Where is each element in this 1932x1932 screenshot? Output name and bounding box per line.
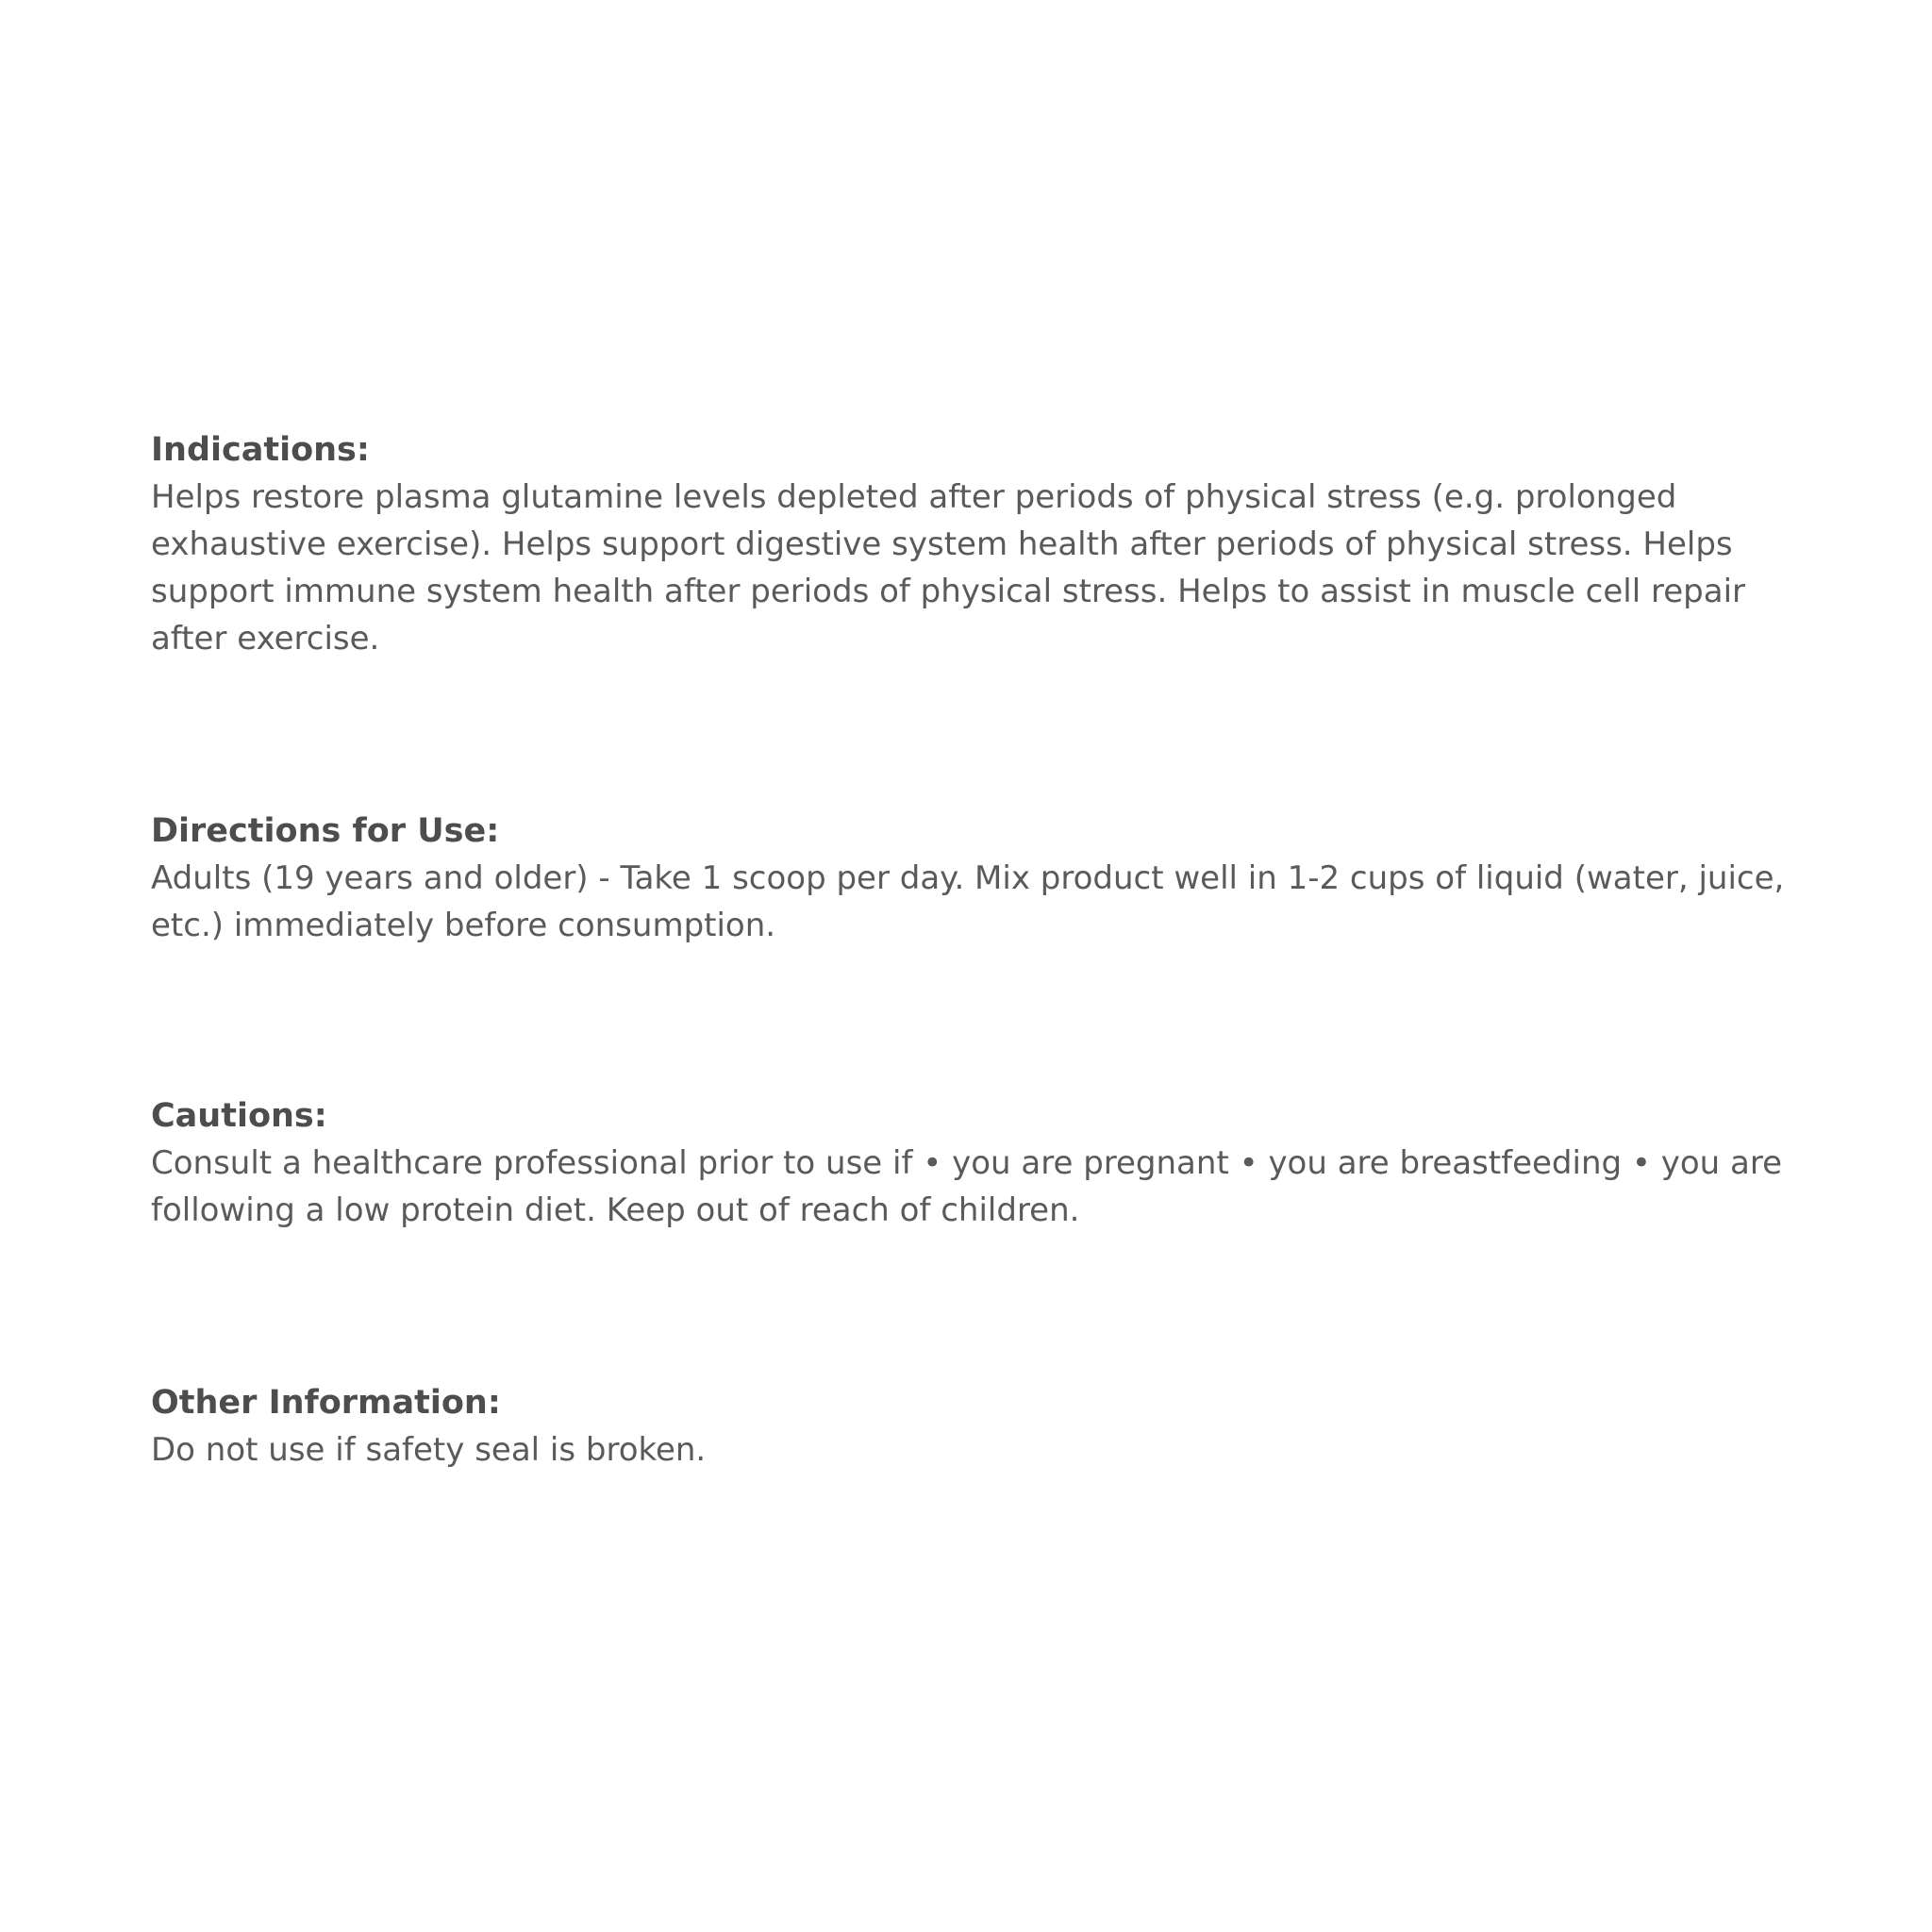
cautions-text: Consult a healthcare professional prior to use if • you are pregnant • you are breastfeeding • you are following a low protein diet. Keep out of reach of children. — [151, 1144, 1783, 1229]
product-information — [151, 426, 1811, 1474]
directions-heading: Directions for Use: — [151, 812, 500, 850]
other-information-text: Do not use if safety seal is broken. — [151, 1431, 707, 1469]
section-spacer — [151, 1234, 1811, 1379]
section-spacer — [151, 949, 1811, 1092]
indications-heading: Indications: — [151, 431, 370, 469]
other-information-section — [151, 1379, 1811, 1474]
section-spacer — [151, 662, 1811, 808]
cautions-heading: Cautions: — [151, 1097, 327, 1135]
other-information-heading: Other Information: — [151, 1384, 501, 1422]
cautions-section — [151, 1092, 1811, 1234]
indications-section — [151, 426, 1811, 662]
directions-text: Adults (19 years and older) - Take 1 scoop per day. Mix product well in 1-2 cups of liquid (water, juice, etc.) immediately before consumption. — [151, 859, 1785, 944]
directions-section — [151, 808, 1811, 949]
indications-text: Helps restore plasma glutamine levels depleted after periods of physical stress (e.g. prolonged exhaustive exercise). Helps support digestive system health after periods of physical stress. Helps support immune system health after periods of physical stress. Helps to assist in muscle cell repair after exercise. — [151, 478, 1745, 658]
